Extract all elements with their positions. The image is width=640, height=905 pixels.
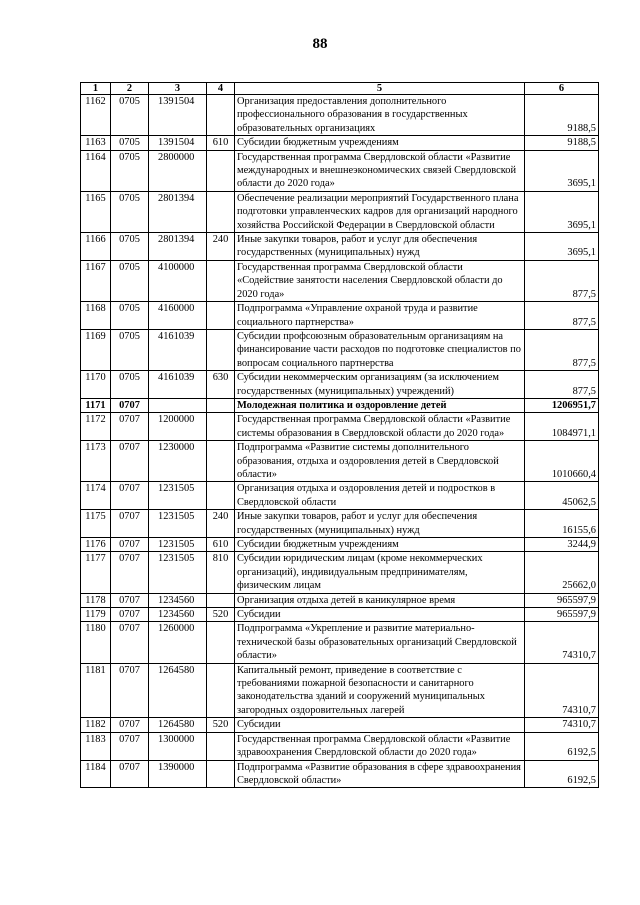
- amount-cell: 1010660,4: [525, 441, 599, 482]
- row-number-cell: 1167: [81, 260, 111, 301]
- row-number-cell: 1169: [81, 329, 111, 370]
- table-row: [81, 538, 599, 552]
- amount-cell: 3244,9: [525, 538, 599, 552]
- item-name-cell: Организация отдыха детей в каникулярное время: [235, 593, 525, 607]
- expense-type-cell: [207, 593, 235, 607]
- row-number-cell: 1164: [81, 150, 111, 191]
- row-number-cell: 1178: [81, 593, 111, 607]
- table-row: [81, 718, 599, 732]
- table-row: [81, 552, 599, 593]
- target-code-cell: 1231505: [149, 510, 207, 538]
- section-code-cell: 0705: [111, 302, 149, 330]
- item-name-cell: Государственная программа Свердловской области «Развитие международных и внешнеэкономических связей Свердловской области до 2020 года»: [235, 150, 525, 191]
- amount-cell: 877,5: [525, 302, 599, 330]
- section-code-cell: 0705: [111, 136, 149, 150]
- table-row: [81, 593, 599, 607]
- item-name-cell: Субсидии юридическим лицам (кроме некоммерческих организаций), индивидуальным предпринимателям, физическим лицам: [235, 552, 525, 593]
- table-row: [81, 191, 599, 232]
- table-row: [81, 663, 599, 718]
- amount-cell: 965597,9: [525, 608, 599, 622]
- row-number-cell: 1182: [81, 718, 111, 732]
- item-name-cell: Иные закупки товаров, работ и услуг для обеспечения государственных (муниципальных) нужд: [235, 510, 525, 538]
- item-name-cell: Субсидии бюджетным учреждениям: [235, 136, 525, 150]
- table-row: [81, 622, 599, 663]
- item-name-cell: Субсидии профсоюзным образовательным организациям на финансирование части расходов по подготовке специалистов по вопросам социального партнерства: [235, 329, 525, 370]
- expense-type-cell: [207, 95, 235, 136]
- target-code-cell: 4100000: [149, 260, 207, 301]
- item-name-cell: Государственная программа Свердловской области «Содействие занятости населения Свердловской области до 2020 года»: [235, 260, 525, 301]
- table-row: [81, 302, 599, 330]
- amount-cell: 6192,5: [525, 760, 599, 788]
- target-code-cell: 1264580: [149, 663, 207, 718]
- expense-type-cell: [207, 760, 235, 788]
- row-number-cell: 1162: [81, 95, 111, 136]
- header-col-4: 4: [207, 83, 235, 95]
- target-code-cell: 1234560: [149, 593, 207, 607]
- expense-type-cell: 520: [207, 608, 235, 622]
- amount-cell: 9188,5: [525, 136, 599, 150]
- section-code-cell: 0707: [111, 663, 149, 718]
- section-code-cell: 0707: [111, 732, 149, 760]
- row-number-cell: 1177: [81, 552, 111, 593]
- section-code-cell: 0705: [111, 95, 149, 136]
- amount-cell: 6192,5: [525, 732, 599, 760]
- row-number-cell: 1179: [81, 608, 111, 622]
- section-code-cell: 0707: [111, 593, 149, 607]
- item-name-cell: Капитальный ремонт, приведение в соответствие с требованиями пожарной безопасности и санитарного законодательства зданий и сооружений муниципальных загородных оздоровительных лагерей: [235, 663, 525, 718]
- amount-cell: 3695,1: [525, 233, 599, 261]
- table-row: [81, 371, 599, 399]
- row-number-cell: 1172: [81, 413, 111, 441]
- row-number-cell: 1174: [81, 482, 111, 510]
- expense-type-cell: [207, 482, 235, 510]
- expense-type-cell: [207, 441, 235, 482]
- row-number-cell: 1176: [81, 538, 111, 552]
- section-code-cell: 0705: [111, 233, 149, 261]
- amount-cell: 3695,1: [525, 150, 599, 191]
- target-code-cell: [149, 398, 207, 412]
- section-code-cell: 0705: [111, 191, 149, 232]
- row-number-cell: 1166: [81, 233, 111, 261]
- section-code-cell: 0707: [111, 552, 149, 593]
- header-col-6: 6: [525, 83, 599, 95]
- expense-type-cell: [207, 622, 235, 663]
- item-name-cell: Иные закупки товаров, работ и услуг для обеспечения государственных (муниципальных) нужд: [235, 233, 525, 261]
- amount-cell: 877,5: [525, 329, 599, 370]
- item-name-cell: Подпрограмма «Развитие образования в сфере здравоохранения Свердловской области»: [235, 760, 525, 788]
- target-code-cell: 1200000: [149, 413, 207, 441]
- target-code-cell: 1231505: [149, 538, 207, 552]
- section-code-cell: 0707: [111, 538, 149, 552]
- section-code-cell: 0707: [111, 622, 149, 663]
- row-number-cell: 1183: [81, 732, 111, 760]
- expense-type-cell: [207, 413, 235, 441]
- table-row: [81, 398, 599, 412]
- table-row: [81, 150, 599, 191]
- section-code-cell: 0705: [111, 329, 149, 370]
- item-name-cell: Субсидии: [235, 608, 525, 622]
- section-code-cell: 0705: [111, 260, 149, 301]
- target-code-cell: 1391504: [149, 95, 207, 136]
- amount-cell: 1206951,7: [525, 398, 599, 412]
- expense-type-cell: [207, 732, 235, 760]
- section-code-cell: 0707: [111, 510, 149, 538]
- table-row: [81, 95, 599, 136]
- page-number: 88: [312, 36, 328, 52]
- table-row: [81, 413, 599, 441]
- target-code-cell: 2801394: [149, 191, 207, 232]
- expense-type-cell: 610: [207, 136, 235, 150]
- table-row: [81, 329, 599, 370]
- target-code-cell: 2800000: [149, 150, 207, 191]
- amount-cell: 877,5: [525, 371, 599, 399]
- target-code-cell: 2801394: [149, 233, 207, 261]
- table-row: [81, 136, 599, 150]
- table-row: [81, 732, 599, 760]
- section-code-cell: 0707: [111, 760, 149, 788]
- expense-type-cell: 610: [207, 538, 235, 552]
- expense-type-cell: [207, 150, 235, 191]
- table-header-row: [81, 83, 599, 95]
- header-col-5: 5: [235, 83, 525, 95]
- row-number-cell: 1180: [81, 622, 111, 663]
- table-row: [81, 441, 599, 482]
- row-number-cell: 1171: [81, 398, 111, 412]
- target-code-cell: 1230000: [149, 441, 207, 482]
- target-code-cell: 1231505: [149, 552, 207, 593]
- amount-cell: 877,5: [525, 260, 599, 301]
- amount-cell: 74310,7: [525, 718, 599, 732]
- row-number-cell: 1163: [81, 136, 111, 150]
- target-code-cell: 1300000: [149, 732, 207, 760]
- amount-cell: 45062,5: [525, 482, 599, 510]
- expense-type-cell: 240: [207, 233, 235, 261]
- budget-table: [80, 82, 599, 788]
- target-code-cell: 1391504: [149, 136, 207, 150]
- item-name-cell: Субсидии некоммерческим организациям (за исключением государственных (муниципальных) учреждений): [235, 371, 525, 399]
- row-number-cell: 1173: [81, 441, 111, 482]
- amount-cell: 74310,7: [525, 663, 599, 718]
- expense-type-cell: 520: [207, 718, 235, 732]
- expense-type-cell: [207, 329, 235, 370]
- row-number-cell: 1175: [81, 510, 111, 538]
- item-name-cell: Организация предоставления дополнительного профессионального образования в государственных образовательных организациях: [235, 95, 525, 136]
- table-row: [81, 608, 599, 622]
- row-number-cell: 1184: [81, 760, 111, 788]
- amount-cell: 3695,1: [525, 191, 599, 232]
- expense-type-cell: 240: [207, 510, 235, 538]
- item-name-cell: Субсидии бюджетным учреждениям: [235, 538, 525, 552]
- table-row: [81, 260, 599, 301]
- header-col-1: 1: [81, 83, 111, 95]
- target-code-cell: 1234560: [149, 608, 207, 622]
- item-name-cell: Молодежная политика и оздоровление детей: [235, 398, 525, 412]
- expense-type-cell: [207, 398, 235, 412]
- amount-cell: 965597,9: [525, 593, 599, 607]
- row-number-cell: 1170: [81, 371, 111, 399]
- table-body: [81, 95, 599, 788]
- header-col-3: 3: [149, 83, 207, 95]
- section-code-cell: 0705: [111, 371, 149, 399]
- item-name-cell: Государственная программа Свердловской области «Развитие здравоохранения Свердловской области до 2020 года»: [235, 732, 525, 760]
- target-code-cell: 1260000: [149, 622, 207, 663]
- item-name-cell: Подпрограмма «Развитие системы дополнительного образования, отдыха и оздоровления детей в Свердловской области»: [235, 441, 525, 482]
- section-code-cell: 0707: [111, 482, 149, 510]
- target-code-cell: 1231505: [149, 482, 207, 510]
- target-code-cell: 4160000: [149, 302, 207, 330]
- expense-type-cell: [207, 663, 235, 718]
- item-name-cell: Подпрограмма «Укрепление и развитие материально-технической базы образовательных организаций Свердловской области»: [235, 622, 525, 663]
- amount-cell: 16155,6: [525, 510, 599, 538]
- target-code-cell: 4161039: [149, 329, 207, 370]
- amount-cell: 1084971,1: [525, 413, 599, 441]
- section-code-cell: 0707: [111, 608, 149, 622]
- section-code-cell: 0705: [111, 150, 149, 191]
- expense-type-cell: 810: [207, 552, 235, 593]
- amount-cell: 74310,7: [525, 622, 599, 663]
- section-code-cell: 0707: [111, 413, 149, 441]
- table-row: [81, 482, 599, 510]
- section-code-cell: 0707: [111, 718, 149, 732]
- expense-type-cell: [207, 260, 235, 301]
- expense-type-cell: [207, 302, 235, 330]
- header-col-2: 2: [111, 83, 149, 95]
- item-name-cell: Субсидии: [235, 718, 525, 732]
- row-number-cell: 1168: [81, 302, 111, 330]
- item-name-cell: Государственная программа Свердловской области «Развитие системы образования в Свердловской области до 2020 года»: [235, 413, 525, 441]
- target-code-cell: 4161039: [149, 371, 207, 399]
- table-row: [81, 760, 599, 788]
- amount-cell: 25662,0: [525, 552, 599, 593]
- target-code-cell: 1390000: [149, 760, 207, 788]
- row-number-cell: 1181: [81, 663, 111, 718]
- table-row: [81, 510, 599, 538]
- table-row: [81, 233, 599, 261]
- target-code-cell: 1264580: [149, 718, 207, 732]
- section-code-cell: 0707: [111, 441, 149, 482]
- expense-type-cell: [207, 191, 235, 232]
- item-name-cell: Подпрограмма «Управление охраной труда и развитие социального партнерства»: [235, 302, 525, 330]
- row-number-cell: 1165: [81, 191, 111, 232]
- expense-type-cell: 630: [207, 371, 235, 399]
- item-name-cell: Обеспечение реализации мероприятий Государственного плана подготовки управленческих кадров для организаций народного хозяйства Российской Федерации в Свердловской области: [235, 191, 525, 232]
- item-name-cell: Организация отдыха и оздоровления детей и подростков в Свердловской области: [235, 482, 525, 510]
- amount-cell: 9188,5: [525, 95, 599, 136]
- section-code-cell: 0707: [111, 398, 149, 412]
